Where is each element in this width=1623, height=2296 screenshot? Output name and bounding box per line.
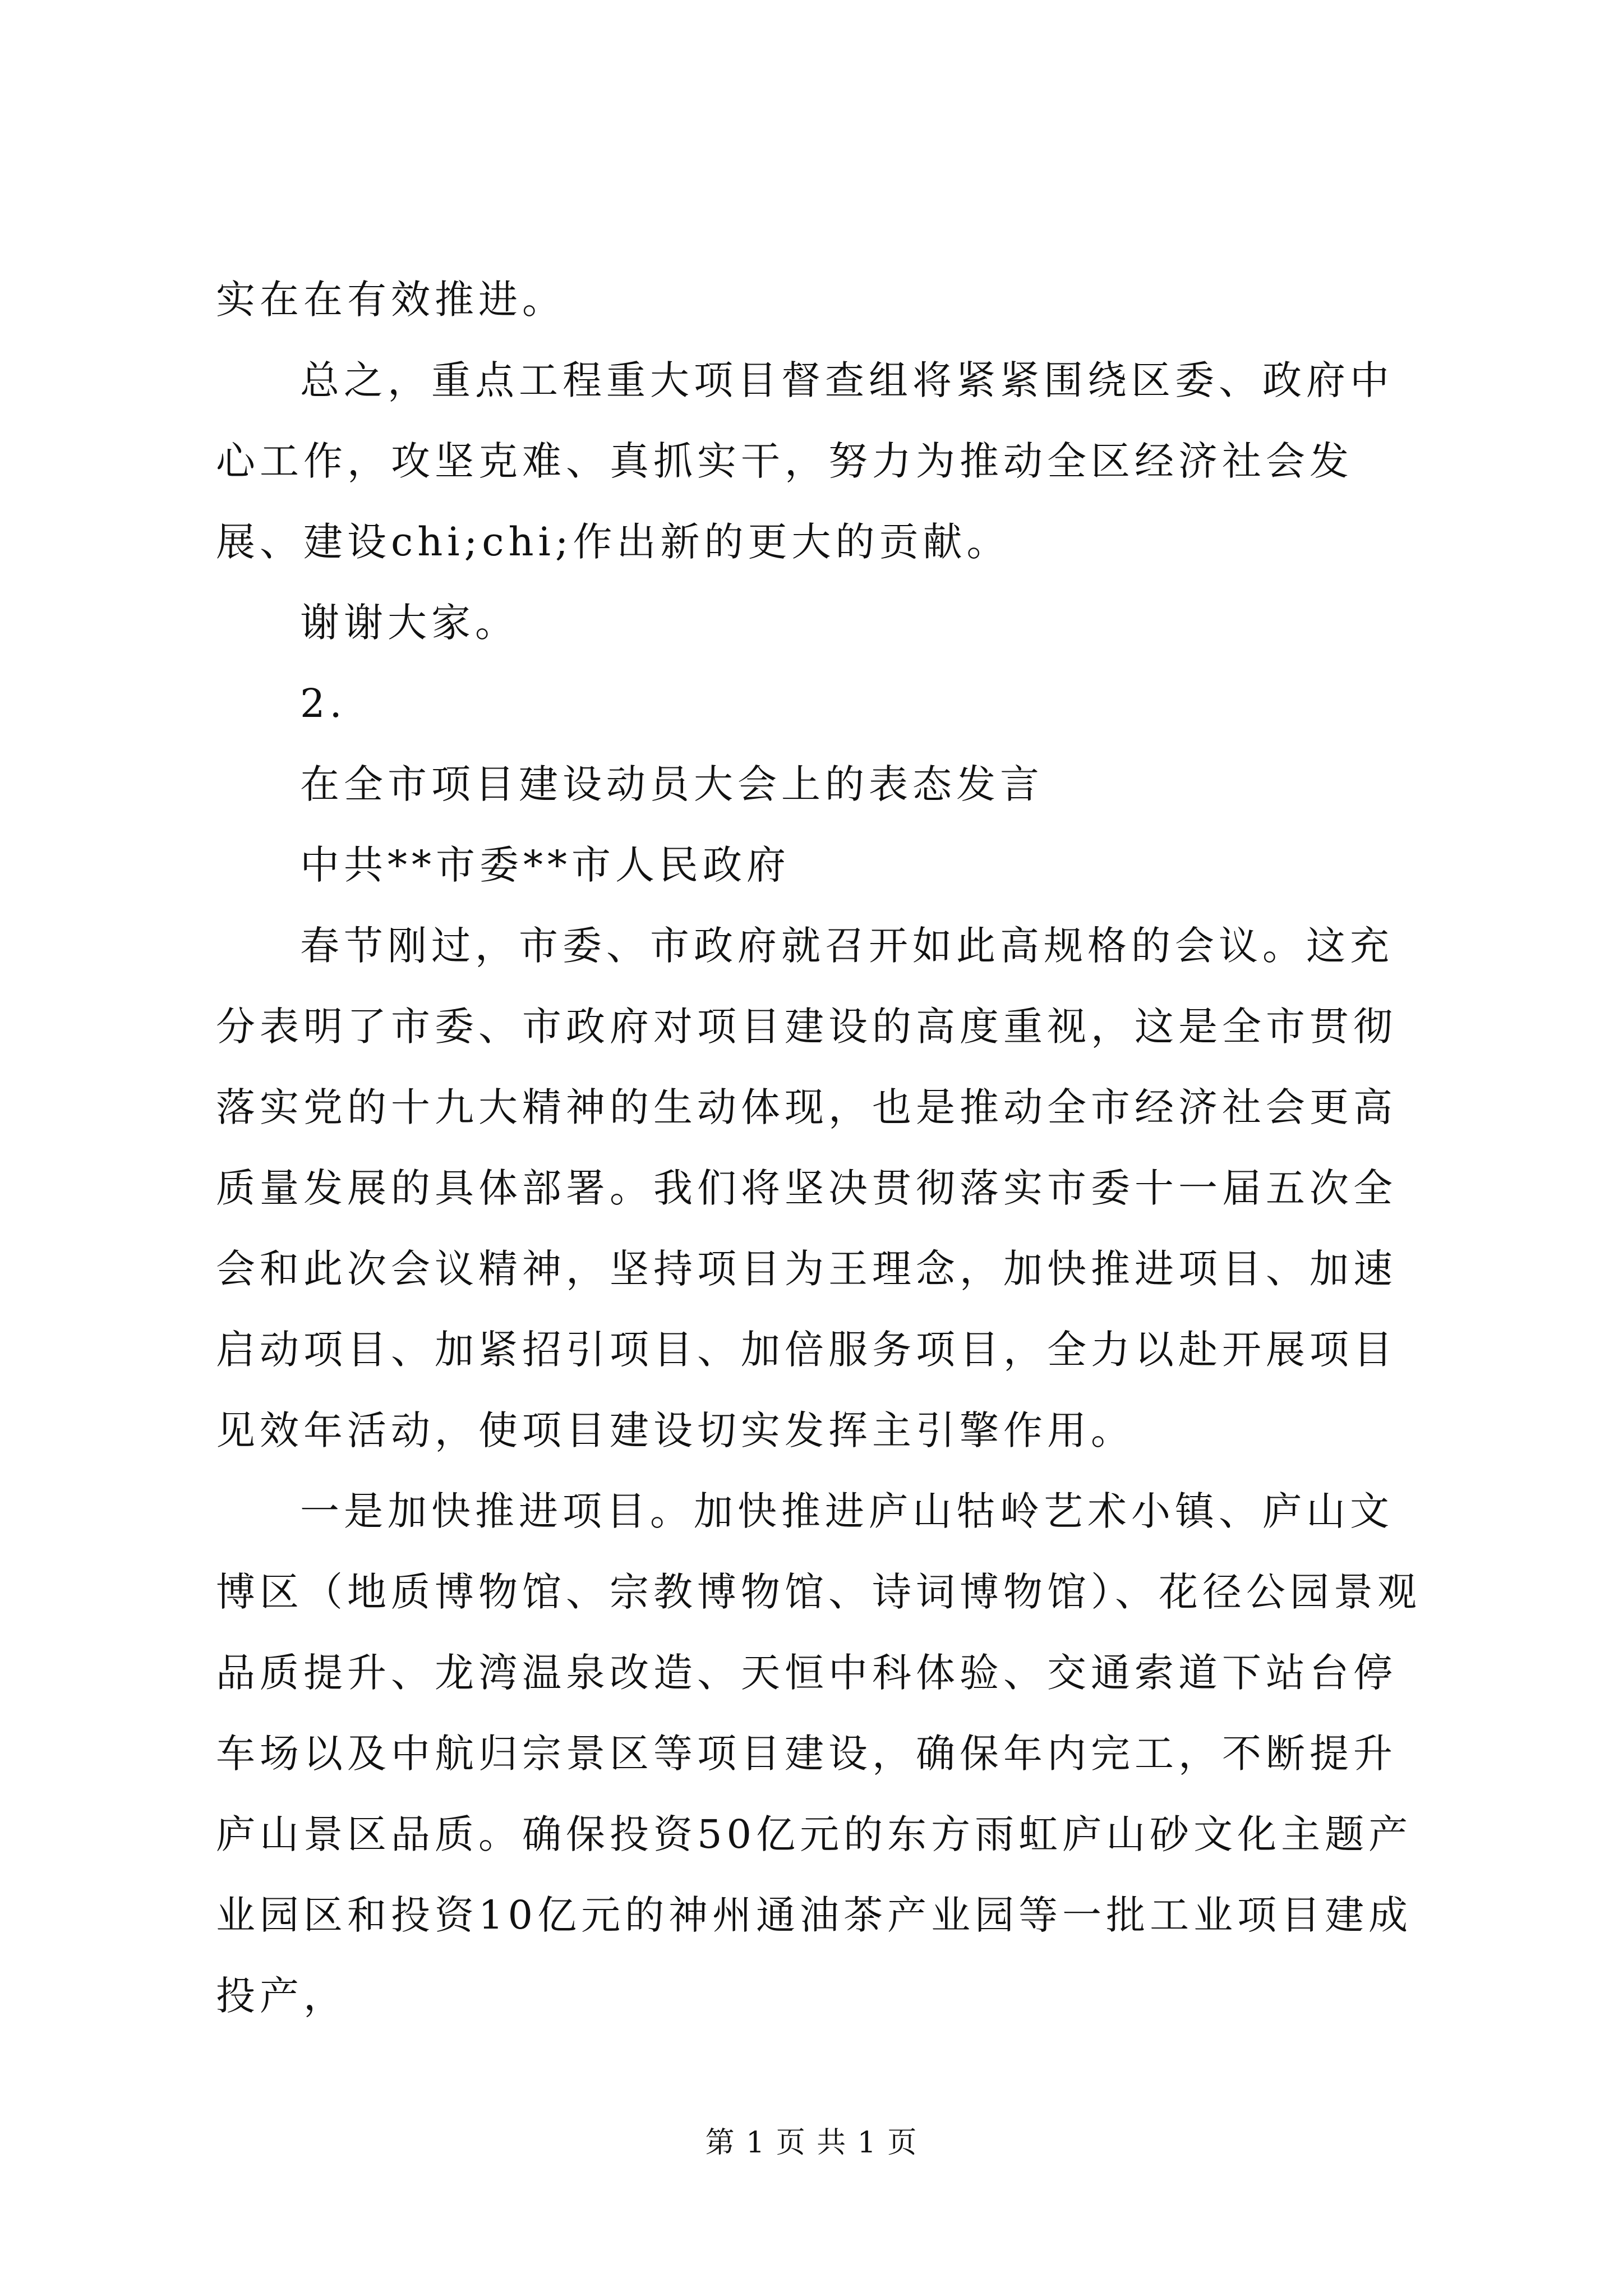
paragraph-summary: 总之，重点工程重大项目督查组将紧紧围绕区委、政府中心工作，攻坚克难、真抓实干，努力为推动全区经济社会发展、建设chi;chi;作出新的更大的贡献。 bbox=[216, 357, 1394, 565]
paragraph-continuation: 实在在有效推进。 bbox=[216, 277, 566, 323]
section-number: 2. bbox=[300, 680, 347, 726]
paragraph-point-one: 一是加快推进项目。加快推进庐山牯岭艺术小镇、庐山文博区（地质博物馆、宗教博物馆、诗词博物馆）、花径公园景观品质提升、龙湾温泉改造、天恒中科体验、交通索道下站台停车场以及中航归宗景区等项目建设，确保年内完工，不断提升庐山景区品质。确保投资50亿元的东方雨虹庐山砂文化主题产业园区和投资10亿元的神州通油茶产业园等一批工业项目建成投产， bbox=[216, 1488, 1421, 2019]
paragraph-thanks: 谢谢大家。 bbox=[300, 600, 519, 646]
paragraph-intro: 春节刚过，市委、市政府就召开如此高规格的会议。这充分表明了市委、市政府对项目建设的高度重视，这是全市贯彻落实党的十九大精神的生动体现，也是推动全市经济社会更高质量发展的具体部署。我们将坚决贯彻落实市委十一届五次全会和此次会议精神，坚持项目为王理念，加快推进项目、加速启动项目、加紧招引项目、加倍服务项目，全力以赴开展项目见效年活动，使项目建设切实发挥主引擎作用。 bbox=[216, 923, 1397, 1453]
speech-title: 在全市项目建设动员大会上的表态发言 bbox=[300, 761, 1044, 807]
document-body bbox=[216, 259, 1427, 2036]
page-footer: 第 1 页 共 1 页 bbox=[705, 2126, 918, 2160]
speech-author: 中共**市委**市人民政府 bbox=[300, 842, 790, 888]
